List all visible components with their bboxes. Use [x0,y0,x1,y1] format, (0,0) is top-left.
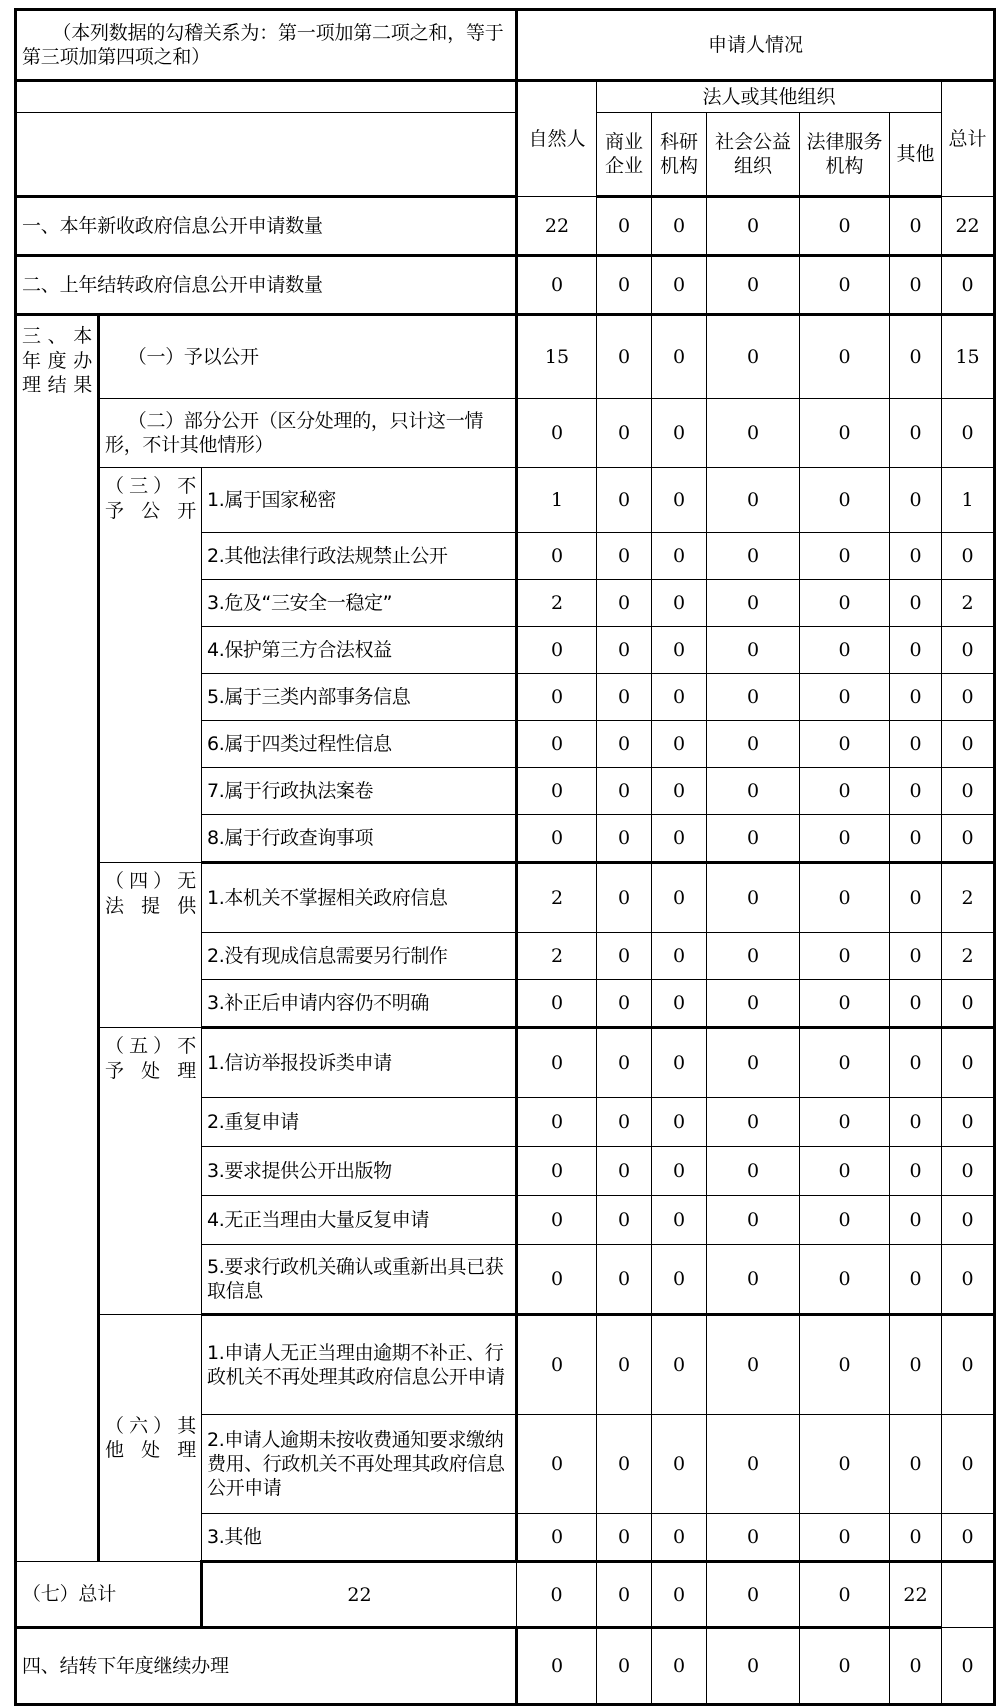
row-label-still-unclear: 3.补正后申请内容仍不明确 [202,980,517,1028]
cell-r2-legal-service: 0 [800,256,890,315]
cell-r15-natural: 0 [517,980,597,1028]
cell-r10-legal-service: 0 [800,721,890,768]
cell-r21-social: 0 [707,1315,800,1415]
cell-r1-legal-service: 0 [800,197,890,256]
row-group-label-processing-results: 三、本年度办理结果 [16,315,99,1562]
cell-r10-natural: 0 [517,721,597,768]
cell-r24-research: 0 [597,1562,652,1628]
cell-r23-legal-service: 0 [800,1514,890,1562]
row-label-partially-disclosed: （二）部分公开（区分处理的，只计这一情形，不计其他情形） [99,399,517,468]
cell-r16-natural: 0 [517,1028,597,1098]
header-blank-left-2 [16,113,517,197]
cell-r8-other: 0 [890,627,942,674]
cell-r15-social: 0 [707,980,800,1028]
table-row-carried-over-applications [16,256,995,315]
cell-r5-commercial: 0 [597,468,652,533]
cell-r24-social: 0 [652,1562,707,1628]
cell-r2-total: 0 [942,256,995,315]
cell-r19-total: 0 [942,1196,995,1245]
row-label-other-misc: 3.其他 [202,1514,517,1562]
cell-r5-other: 0 [890,468,942,533]
row-label-published-material: 3.要求提供公开出版物 [202,1147,517,1196]
cell-r23-commercial: 0 [597,1514,652,1562]
column-header-legal-person-group: 法人或其他组织 [597,81,942,113]
cell-r23-research: 0 [652,1514,707,1562]
table-row-overdue-no-correction [16,1315,995,1415]
government-disclosure-statistics-table [14,8,996,1706]
cell-r9-research: 0 [652,674,707,721]
cell-r22-commercial: 0 [597,1415,652,1514]
cell-r23-total: 0 [942,1514,995,1562]
cell-r6-legal-service: 0 [800,533,890,580]
cell-r23-social: 0 [707,1514,800,1562]
cell-r6-commercial: 0 [597,533,652,580]
cell-r21-commercial: 0 [597,1315,652,1415]
cell-r18-natural: 0 [517,1147,597,1196]
cell-r18-other: 0 [890,1147,942,1196]
row-label-enforcement-file: 7.属于行政执法案卷 [202,768,517,815]
cell-r16-other: 0 [890,1028,942,1098]
cell-r21-other: 0 [890,1315,942,1415]
cell-r15-other: 0 [890,980,942,1028]
cell-r19-legal-service: 0 [800,1196,890,1245]
row-label-carry-to-next-year: 四、结转下年度继续办理 [16,1628,517,1705]
cell-r20-commercial: 0 [597,1245,652,1315]
cell-r25-total: 0 [942,1628,995,1705]
cell-r6-social: 0 [707,533,800,580]
column-header-commercial-enterprise: 商业企业 [597,113,652,197]
cell-r25-commercial: 0 [597,1628,652,1705]
cell-r4-commercial: 0 [597,399,652,468]
cell-r17-total: 0 [942,1098,995,1147]
cell-r20-natural: 0 [517,1245,597,1315]
cell-r12-social: 0 [707,815,800,863]
cell-r15-commercial: 0 [597,980,652,1028]
cell-r17-natural: 0 [517,1098,597,1147]
row-group-label-unable-to-provide: （四）无法提供 [99,863,202,1028]
cell-r8-commercial: 0 [597,627,652,674]
column-header-social-welfare-org: 社会公益组织 [707,113,800,197]
cell-r8-research: 0 [652,627,707,674]
cell-r16-research: 0 [652,1028,707,1098]
cell-r11-commercial: 0 [597,768,652,815]
table-header-row-note [16,10,995,81]
row-group-label-not-disclosed: （三）不予公开 [99,468,202,863]
row-label-repeated-without-cause: 4.无正当理由大量反复申请 [202,1196,517,1245]
cell-r24-other: 0 [800,1562,890,1628]
cell-r13-other: 0 [890,863,942,933]
cell-r4-research: 0 [652,399,707,468]
cell-r5-research: 0 [652,468,707,533]
row-label-administrative-query: 8.属于行政查询事项 [202,815,517,863]
cell-r1-natural: 22 [517,197,597,256]
cell-r18-social: 0 [707,1147,800,1196]
cell-r12-commercial: 0 [597,815,652,863]
column-header-legal-service-org: 法律服务机构 [800,113,890,197]
cell-r10-social: 0 [707,721,800,768]
column-header-natural-person: 自然人 [517,81,597,197]
cell-r18-total: 0 [942,1147,995,1196]
cell-r16-commercial: 0 [597,1028,652,1098]
cell-r5-legal-service: 0 [800,468,890,533]
cell-r16-social: 0 [707,1028,800,1098]
row-label-not-in-possession: 1.本机关不掌握相关政府信息 [202,863,517,933]
cell-r1-other: 0 [890,197,942,256]
table-header-row-subcategories [16,113,995,197]
cell-r6-other: 0 [890,533,942,580]
cell-r19-other: 0 [890,1196,942,1245]
cell-r13-natural: 2 [517,863,597,933]
cell-r25-legal-service: 0 [800,1628,890,1705]
cell-r22-research: 0 [652,1415,707,1514]
cell-r13-research: 0 [652,863,707,933]
cell-r16-legal-service: 0 [800,1028,890,1098]
cell-r11-social: 0 [707,768,800,815]
cell-r17-other: 0 [890,1098,942,1147]
cell-r4-other: 0 [890,399,942,468]
row-label-state-secret: 1.属于国家秘密 [202,468,517,533]
cell-r10-commercial: 0 [597,721,652,768]
cell-r2-other: 0 [890,256,942,315]
cell-r16-total: 0 [942,1028,995,1098]
cell-r24-commercial: 0 [517,1562,597,1628]
row-label-subtotal: （七）总计 [16,1562,202,1628]
cell-r21-natural: 0 [517,1315,597,1415]
row-label-new-applications: 一、本年新收政府信息公开申请数量 [16,197,517,256]
header-blank-left [16,81,517,113]
cell-r15-legal-service: 0 [800,980,890,1028]
cell-r19-research: 0 [652,1196,707,1245]
row-group-label-other-processing: （六）其他处理 [99,1315,202,1562]
row-label-process-information: 6.属于四类过程性信息 [202,721,517,768]
cell-r25-other: 0 [890,1628,942,1705]
cell-r22-total: 0 [942,1415,995,1514]
cell-r12-other: 0 [890,815,942,863]
cell-r24-natural: 22 [202,1562,517,1628]
cell-r3-legal-service: 0 [800,315,890,399]
row-label-internal-affairs: 5.属于三类内部事务信息 [202,674,517,721]
cell-r19-natural: 0 [517,1196,597,1245]
cell-r9-legal-service: 0 [800,674,890,721]
cell-r7-research: 0 [652,580,707,627]
cell-r12-total: 0 [942,815,995,863]
cell-r18-research: 0 [652,1147,707,1196]
cell-r15-total: 0 [942,980,995,1028]
row-label-needs-creation: 2.没有现成信息需要另行制作 [202,933,517,980]
row-group-label-not-processed: （五）不予处理 [99,1028,202,1315]
row-label-overdue-no-payment: 2.申请人逾期未按收费通知要求缴纳费用、行政机关不再处理其政府信息公开申请 [202,1415,517,1514]
cell-r2-research: 0 [652,256,707,315]
cell-r22-other: 0 [890,1415,942,1514]
cell-r8-social: 0 [707,627,800,674]
cell-r5-total: 1 [942,468,995,533]
cell-r6-research: 0 [652,533,707,580]
cell-r11-natural: 0 [517,768,597,815]
row-label-carried-over: 二、上年结转政府信息公开申请数量 [16,256,517,315]
cell-r13-total: 2 [942,863,995,933]
row-label-overdue-no-correction: 1.申请人无正当理由逾期不补正、行政机关不再处理其政府信息公开申请 [202,1315,517,1415]
cell-r22-social: 0 [707,1415,800,1514]
cell-r23-natural: 0 [517,1514,597,1562]
cell-r9-total: 0 [942,674,995,721]
cell-r1-research: 0 [652,197,707,256]
cell-r8-total: 0 [942,627,995,674]
cell-r20-legal-service: 0 [800,1245,890,1315]
cell-r13-social: 0 [707,863,800,933]
cell-r14-commercial: 0 [597,933,652,980]
cell-r25-research: 0 [652,1628,707,1705]
cell-r14-natural: 2 [517,933,597,980]
cell-r1-total: 22 [942,197,995,256]
cell-r17-legal-service: 0 [800,1098,890,1147]
row-label-endangers-security: 3.危及“三安全一稳定” [202,580,517,627]
cell-r3-natural: 15 [517,315,597,399]
cell-r19-commercial: 0 [597,1196,652,1245]
cell-r7-natural: 2 [517,580,597,627]
cell-r10-total: 0 [942,721,995,768]
cell-r20-total: 0 [942,1245,995,1315]
cell-r14-research: 0 [652,933,707,980]
cell-r21-legal-service: 0 [800,1315,890,1415]
cell-r14-social: 0 [707,933,800,980]
cell-r17-social: 0 [707,1098,800,1147]
cell-r5-natural: 1 [517,468,597,533]
cell-r9-social: 0 [707,674,800,721]
table-row-subtotal [16,1562,995,1628]
table-row-carry-to-next-year [16,1628,995,1705]
row-label-petition-complaint: 1.信访举报投诉类申请 [202,1028,517,1098]
cell-r7-total: 2 [942,580,995,627]
checksum-note: （本列数据的勾稽关系为：第一项加第二项之和，等于第三项加第四项之和） [16,10,517,81]
cell-r9-commercial: 0 [597,674,652,721]
row-label-duplicate-application: 2.重复申请 [202,1098,517,1147]
column-header-other: 其他 [890,113,942,197]
cell-r20-research: 0 [652,1245,707,1315]
cell-r4-natural: 0 [517,399,597,468]
cell-r7-legal-service: 0 [800,580,890,627]
column-header-research-institution: 科研机构 [652,113,707,197]
cell-r24-legal-service: 0 [707,1562,800,1628]
table-row-disclosed [16,315,995,399]
column-header-total: 总计 [942,81,995,197]
cell-r10-other: 0 [890,721,942,768]
cell-r14-total: 2 [942,933,995,980]
cell-r3-research: 0 [652,315,707,399]
applicant-group-header: 申请人情况 [517,10,995,81]
cell-r15-research: 0 [652,980,707,1028]
cell-r18-legal-service: 0 [800,1147,890,1196]
table-row-state-secret [16,468,995,533]
cell-r9-other: 0 [890,674,942,721]
cell-r6-natural: 0 [517,533,597,580]
row-label-other-law-prohibits: 2.其他法律行政法规禁止公开 [202,533,517,580]
cell-r21-research: 0 [652,1315,707,1415]
cell-r8-legal-service: 0 [800,627,890,674]
cell-r17-commercial: 0 [597,1098,652,1147]
cell-r22-legal-service: 0 [800,1415,890,1514]
cell-r20-social: 0 [707,1245,800,1315]
cell-r8-natural: 0 [517,627,597,674]
cell-r7-social: 0 [707,580,800,627]
row-label-confirm-or-reissue: 5.要求行政机关确认或重新出具已获取信息 [202,1245,517,1315]
cell-r7-other: 0 [890,580,942,627]
cell-r3-other: 0 [890,315,942,399]
cell-r14-other: 0 [890,933,942,980]
table-row-petition-complaint [16,1028,995,1098]
cell-r4-total: 0 [942,399,995,468]
cell-r3-commercial: 0 [597,315,652,399]
table-row-partially-disclosed [16,399,995,468]
cell-r21-total: 0 [942,1315,995,1415]
row-label-third-party-rights: 4.保护第三方合法权益 [202,627,517,674]
row-label-disclosed: （一）予以公开 [99,315,517,399]
cell-r13-commercial: 0 [597,863,652,933]
cell-r13-legal-service: 0 [800,863,890,933]
cell-r1-commercial: 0 [597,197,652,256]
cell-r17-research: 0 [652,1098,707,1147]
table-header-row-categories [16,81,995,113]
cell-r9-natural: 0 [517,674,597,721]
cell-r2-natural: 0 [517,256,597,315]
cell-r18-commercial: 0 [597,1147,652,1196]
cell-r11-total: 0 [942,768,995,815]
cell-r20-other: 0 [890,1245,942,1315]
table-row-new-applications [16,197,995,256]
cell-r10-research: 0 [652,721,707,768]
cell-r4-legal-service: 0 [800,399,890,468]
cell-r23-other: 0 [890,1514,942,1562]
cell-r14-legal-service: 0 [800,933,890,980]
cell-r2-commercial: 0 [597,256,652,315]
cell-r4-social: 0 [707,399,800,468]
cell-r2-social: 0 [707,256,800,315]
cell-r22-natural: 0 [517,1415,597,1514]
cell-r6-total: 0 [942,533,995,580]
cell-r12-legal-service: 0 [800,815,890,863]
cell-r12-natural: 0 [517,815,597,863]
cell-r7-commercial: 0 [597,580,652,627]
cell-r25-natural: 0 [517,1628,597,1705]
cell-r11-legal-service: 0 [800,768,890,815]
cell-r25-social: 0 [707,1628,800,1705]
cell-r24-total: 22 [890,1562,942,1628]
cell-r3-total: 15 [942,315,995,399]
cell-r12-research: 0 [652,815,707,863]
cell-r3-social: 0 [707,315,800,399]
cell-r19-social: 0 [707,1196,800,1245]
table-row-not-in-possession [16,863,995,933]
cell-r11-other: 0 [890,768,942,815]
cell-r1-social: 0 [707,197,800,256]
cell-r5-social: 0 [707,468,800,533]
cell-r11-research: 0 [652,768,707,815]
